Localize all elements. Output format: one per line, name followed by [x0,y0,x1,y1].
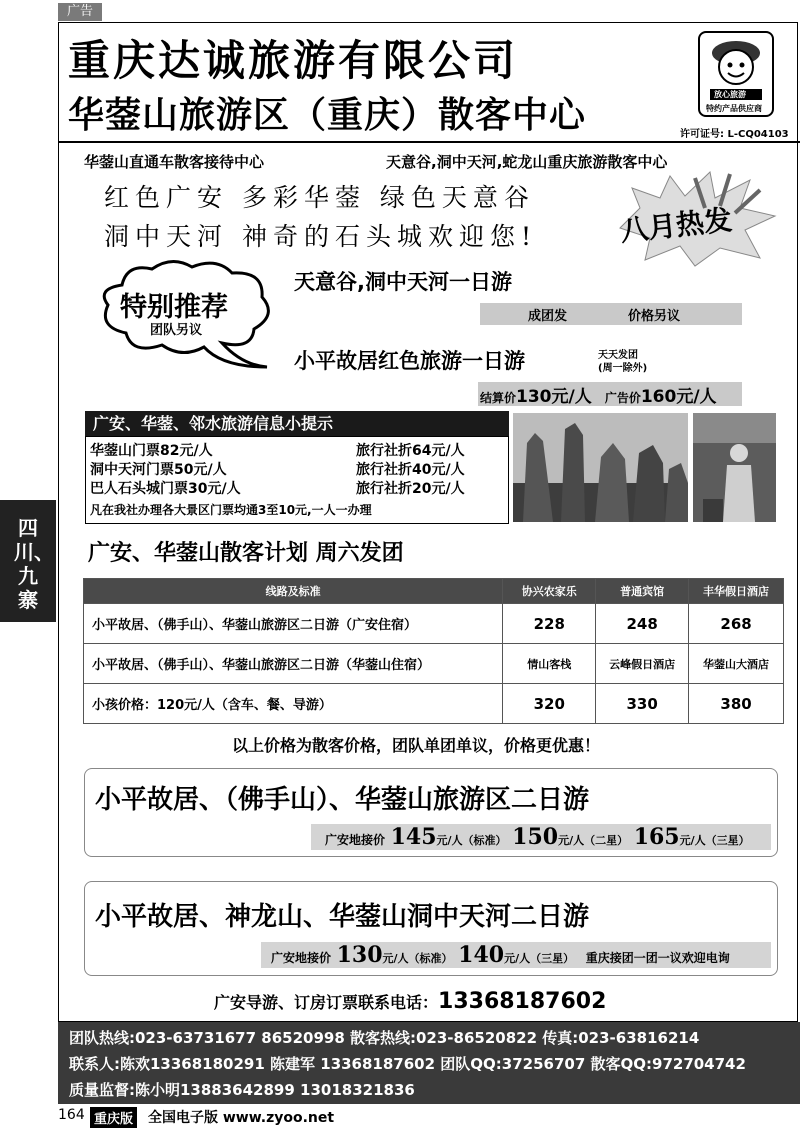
trip-a-unit: 元/人（三星） [679,834,750,847]
trip-a-price: 145 [390,824,437,850]
contact-phone: 13368187602 [438,989,607,1014]
settle-label: 结算价 [480,391,517,405]
trip-a-box [84,768,778,857]
special-recommend-bubble [92,255,282,375]
rock-formation-icon [513,413,688,522]
contact-label: 广安导游、订房订票联系电话： [214,993,439,1012]
table-cell: 云峰假日酒店 [596,644,689,684]
table-header: 普通宾馆 [596,579,689,604]
table-cell: 小平故居、（佛手山）、华蓥山旅游区二日游（广安住宿） [84,604,503,644]
trip-a-price: 165 [633,824,680,850]
trip-a-label: 广安地接价 [325,833,386,847]
center-name: 华蓥山旅游区（重庆）散客中心 [68,95,587,136]
tip-left: 洞中天河门票50元/人 [90,462,227,478]
footer-contacts: 联系人:陈欢13368180291 陈建军 13368187602 团队QQ:37256707 散客QQ:972704742 [69,1055,746,1073]
ad-tag: 广告 [58,3,102,21]
table-cell: 情山客栈 [503,644,596,684]
recommend-title: 特别推荐 [120,292,228,323]
page-number: 164 [58,1107,85,1123]
logo-caption: 特约产品供应商 [706,104,762,113]
edition-badge: 重庆版 [90,1107,137,1128]
tour1-bar [480,303,742,325]
table-cell: 228 [503,604,596,644]
table-cell: 268 [689,604,784,644]
tip-right: 旅行社折64元/人 [356,443,465,459]
statue-icon [693,413,776,522]
trip-b-title: 小平故居、神龙山、华蓥山洞中天河二日游 [95,902,590,932]
logo-text: 放心旅游 [714,90,746,99]
table-row [84,684,784,724]
table-cell: 华蓥山大酒店 [689,644,784,684]
table-cell: 330 [596,684,689,724]
ad-price-label: 广告价 [604,391,641,405]
table-cell: 320 [503,684,596,724]
trip-b-note: 重庆接团一团一议欢迎电询 [585,951,730,965]
footer-supervision: 质量监督:陈小明13883642899 13018321836 [69,1081,415,1099]
trip-a-price: 150 [512,824,559,850]
tips-footer: 凡在我社办理各大景区门票均通3至10元,一人一办理 [90,503,372,517]
company-logo [698,31,774,117]
august-hot-burst [610,168,780,268]
national-edition-link[interactable]: 全国电子版 www.zyoo.net [148,1110,335,1126]
burst-text: 八月热发 [618,203,734,248]
tip-right: 旅行社折40元/人 [356,462,465,478]
table-cell: 小孩价格：120元/人（含车、餐、导游） [84,684,503,724]
tour2-price-bar [478,382,742,406]
stone-forest-photo [513,413,688,522]
contact-footer [58,1022,800,1104]
trip-b-label: 广安地接价 [271,951,332,965]
slogan-line-2: 洞中天河 神奇的石头城欢迎您! [104,222,537,251]
slogan-line-1: 红色广安 多彩华蓥 绿色天意谷 [104,183,535,212]
price-note: 以上价格为散客价格，团队单团单议，价格更优惠！ [232,736,601,755]
table-header-row [84,579,784,604]
plan-title: 广安、华蓥山散客计划 周六发团 [88,541,404,566]
footer-hotlines: 团队热线:023-63731677 86520998 散客热线:023-86520822 传真:023-63816214 [69,1029,700,1047]
tour2-note-1: 天天发团 [598,350,638,361]
statue-photo [693,413,776,522]
tour2-note-2: (周一除外) [598,363,648,374]
side-region-label [0,500,56,622]
trip-a-unit: 元/人（标准） [436,834,507,847]
company-name: 重庆达诚旅游有限公司 [68,36,519,85]
trip-a-unit: 元/人（二星） [558,834,629,847]
table-header: 丰华假日酒店 [689,579,784,604]
tip-left: 华蓥山门票82元/人 [90,443,213,459]
tour1-price: 价格另议 [628,309,681,324]
tips-box [85,436,509,524]
tour1-depart: 成团发 [528,309,568,324]
trip-b-price-strip [261,942,771,968]
trip-a-price-strip [311,824,771,850]
table-cell: 380 [689,684,784,724]
ad-price: 160元/人 [640,387,717,407]
table-row [84,644,784,684]
trip-b-price: 140 [458,942,505,968]
tip-left: 巴人石头城门票30元/人 [90,481,241,497]
subheading-right: 天意谷,洞中天河,蛇龙山重庆旅游散客中心 [386,153,668,171]
recommend-sub: 团队另议 [150,323,203,338]
tips-title: 广安、华蓥、邻水旅游信息小提示 [85,411,509,436]
side-label-text: 四川、九寨 [14,516,54,612]
table-row [84,604,784,644]
header-divider [58,141,800,143]
trip-b-unit: 元/人（标准） [382,952,453,965]
tour2-title: 小平故居红色旅游一日游 [294,349,525,373]
tour1-title: 天意谷,洞中天河一日游 [294,270,512,294]
price-table [83,578,784,724]
trip-a-title: 小平故居、（佛手山）、华蓥山旅游区二日游 [95,785,590,815]
table-cell: 小平故居、（佛手山）、华蓥山旅游区二日游（华蓥山住宿） [84,644,503,684]
contact-line [214,989,606,1014]
subheading-left: 华蓥山直通车散客接待中心 [84,153,265,171]
table-header: 线路及标准 [84,579,503,604]
trip-b-price: 130 [336,942,383,968]
table-cell: 248 [596,604,689,644]
settle-price: 130元/人 [516,387,592,407]
trip-b-box [84,881,778,976]
tip-right: 旅行社折20元/人 [356,481,465,497]
table-header: 协兴农家乐 [503,579,596,604]
trip-b-unit: 元/人（三星） [504,952,575,965]
license-number: 许可证号: L-CQ04103 [680,129,789,140]
